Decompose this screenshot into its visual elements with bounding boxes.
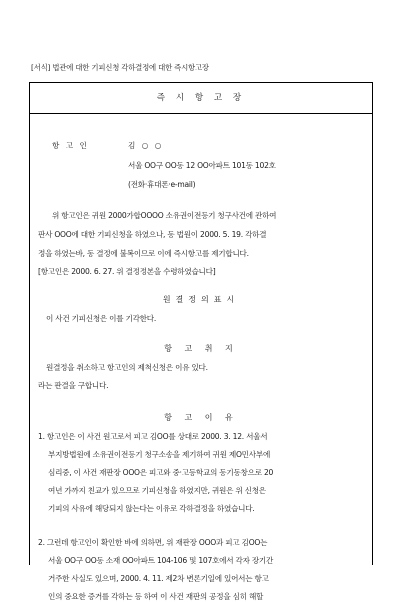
title-divider (30, 113, 372, 114)
appeal-purpose-line: 원결정을 취소하고 항고인의 제척신청은 이유 있다. (46, 363, 208, 372)
reason-1-line: 부지방법원에 소유권이전등기 청구소송을 제기하여 귀원 제O민사부에 (48, 450, 271, 459)
reason-2-line: 거주한 사실도 있으며, 2000. 4. 11. 제2차 변론기일에 있어서는 항고 (48, 574, 269, 583)
original-decision-heading: 원결정의표시 (162, 295, 240, 304)
appeal-reasons-heading: 항 고 이 유 (164, 413, 238, 422)
document-frame (29, 82, 373, 601)
reason-1-line: 여년 가까지 친교가 있으므로 기피신청을 하였지만, 귀원은 위 신청은 (48, 486, 266, 495)
appellant-name: 김 ○ ○ (128, 141, 164, 150)
reason-2-line: 인의 중요한 증거를 각하는 등 하여 이 사건 재판의 공정을 심히 해할 (48, 592, 264, 601)
intro-line: [항고인은 2000. 6. 27. 위 결정정본을 수령하였습니다] (38, 267, 216, 276)
appeal-purpose-line: 라는 판결을 구합니다. (38, 381, 109, 390)
form-caption: [서식] 법관에 대한 기피신청 각하결정에 대한 즉시항고장 (31, 63, 209, 72)
intro-line: 판사 OOO에 대한 기피신청을 하였으나, 동 법원이 2000. 5. 19. 각하결 (38, 230, 267, 239)
intro-line: 위 항고인은 귀원 2000가합OOOO 소유권이전등기 청구사건에 관하여 (52, 211, 277, 220)
reason-1-line: 기피의 사유에 해당되지 않는다는 이유로 각하결정을 하였습니다. (48, 504, 255, 513)
appellant-contact: (전화·휴대폰·e-mail) (128, 180, 196, 189)
reason-2-line: 서울 OO구 OO동 소재 OO아파트 104-106 및 107호에서 각자 장기간 (48, 556, 274, 565)
intro-line: 정을 하였는바, 동 결정에 불복이므로 이에 즉시항고를 제기합니다. (38, 249, 249, 258)
original-decision-text: 이 사건 기피신청은 이를 기각한다. (46, 314, 157, 323)
reason-1-line: 심리중, 이 사건 재판장 OOO은 피고와 중·고등학교의 동기동창으로 20 (48, 468, 274, 477)
reason-2-line: 2. 그런데 항고인이 확인한 바에 의하면, 위 재판장 OOO과 피고 김OO는 (38, 538, 268, 547)
document-title: 즉 시 항 고 장 (156, 93, 246, 103)
appellant-label: 항 고 인 (52, 141, 89, 150)
appeal-purpose-heading: 항 고 취 지 (164, 344, 238, 353)
appellant-address: 서울 OO구 OO동 12 OO아파트 101동 102호 (128, 161, 276, 170)
reason-1-line: 1. 항고인은 이 사건 원고로서 피고 김OO를 상대로 2000. 3. 12. 서울서 (38, 432, 268, 441)
